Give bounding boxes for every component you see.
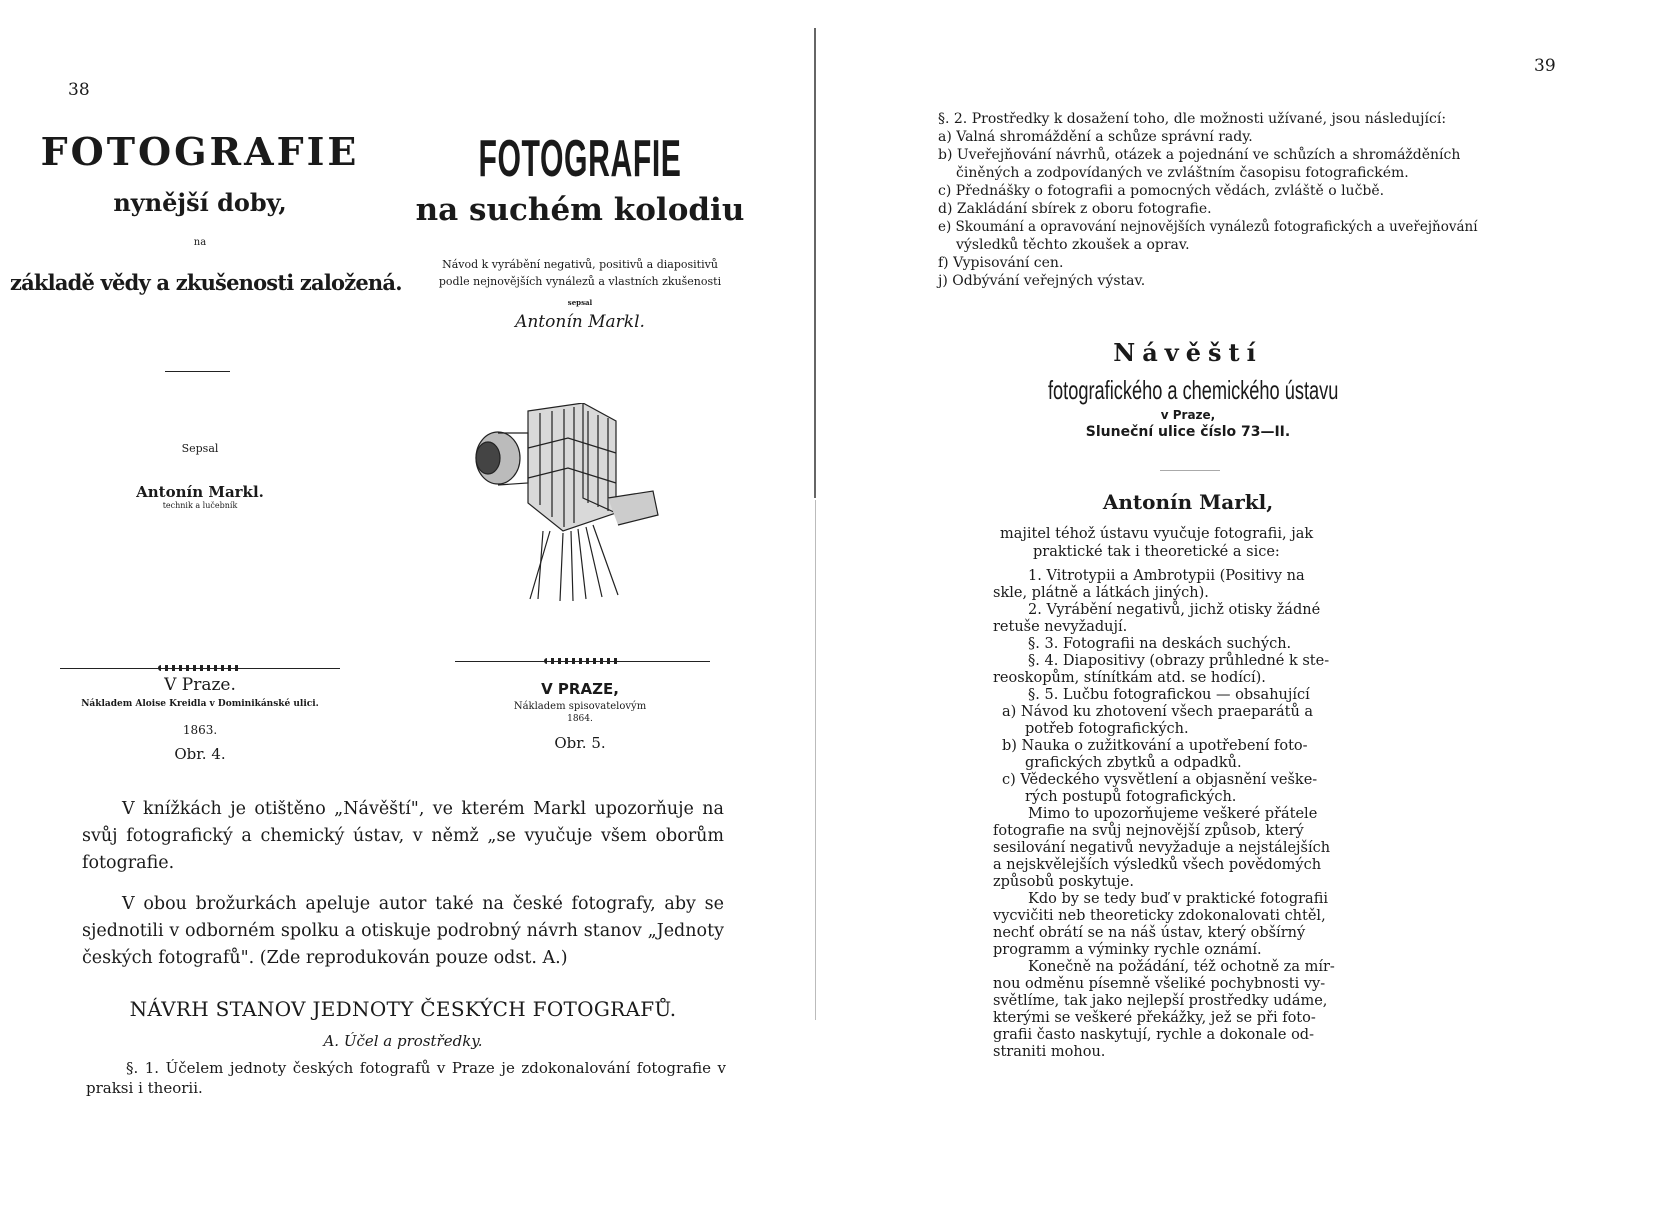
statute-item-b-cont: činěných a zodpovídaných ve zvláštním časopisu fotografickém. [956, 165, 1409, 181]
left-body [82, 796, 724, 972]
statute-subheading: A. Účel a prostředky. [323, 1032, 483, 1050]
notice-line: a) Návod ku zhotovení všech praeparátů a [1002, 704, 1314, 720]
notice-line: §. 5. Lučbu fotografickou — obsahující [1028, 687, 1310, 703]
cover-b-sepsal: sepsal [567, 298, 593, 307]
notice-line: 2. Vyrábění negativů, jichž otisky žádné [1028, 602, 1321, 618]
cover-a-title: FOTOGRAFIE [40, 129, 360, 174]
notice-line: potřeb fotografických. [1025, 721, 1189, 737]
notice-line2: v Praze, [1160, 408, 1216, 422]
notice-line: Kdo by se tedy buď v praktické fotografii [1028, 891, 1328, 907]
camera-illustration [468, 403, 668, 603]
cover-b-desc1: Návod k vyrábění negativů, positivů a diapositivů [442, 258, 718, 271]
notice-author: Antonín Markl, [1102, 490, 1274, 514]
cover-b-author: Antonín Markl. [515, 312, 645, 332]
statute-item-e-cont: výsledků těchto zkoušek a oprav. [956, 237, 1190, 253]
notice-line: c) Vědeckého vysvětlení a objasnění veške- [1002, 772, 1318, 788]
notice-line: Konečně na požádání, též ochotně za mír- [1028, 959, 1335, 975]
book-spine-lower [815, 500, 816, 1020]
statute-item-a: a) Valná shromáždění a schůze správní rady. [938, 129, 1253, 145]
statute-item-e: e) Skoumání a opravování nejnovějších vynálezů fotografických a uveřejňování [938, 219, 1478, 235]
cover-a-ornament [60, 668, 340, 675]
notice-line: světlíme, tak jako nejlepší prostředky udáme, [993, 993, 1328, 1009]
cover-a-sepsal: Sepsal [181, 442, 219, 455]
statute-intro: §. 2. Prostředky k dosažení toho, dle možnosti užívané, jsou následující: [938, 111, 1447, 127]
notice-line: majitel téhož ústavu vyučuje fotografii, jak [1000, 526, 1314, 542]
cover-a [10, 129, 402, 295]
cover-a-subtitle: nynější doby, [113, 188, 287, 217]
notice-line: 1. Vitrotypii a Ambrotypii (Positivy na [1028, 568, 1305, 584]
book-spine [814, 28, 816, 498]
cover-a-rule [165, 371, 230, 372]
cover-a-credits [10, 442, 390, 510]
notice-title: Návěští [1113, 338, 1263, 367]
notice-line: straniti mohou. [993, 1044, 1106, 1060]
body-paragraph-1: V knížkách je otištěno „Návěští", ve kterém Markl upozorňuje na svůj fotografický a chemický ústav, v němž „se vyučuje všem oborům fotografie. [82, 799, 724, 873]
cover-b-publisher: Nákladem spisovatelovým [513, 701, 647, 712]
notice-line: grafických zbytků a odpadků. [1025, 755, 1242, 771]
notice-line: rých postupů fotografických. [1025, 789, 1237, 805]
statute-heading: NÁVRH STANOV JEDNOTY ČESKÝCH FOTOGRAFŮ. [129, 997, 677, 1021]
statute-item-b: b) Uveřejňování návrhů, otázek a pojednání ve schůzích a shromážděních [938, 147, 1461, 163]
cover-b-desc2: podle nejnovějších vynálezů a vlastních zkušenosti [438, 275, 722, 288]
page-number-left: 38 [68, 80, 90, 100]
cover-a-subtitle2: základě vědy a zkušenosti založená. [10, 270, 402, 295]
cover-a-na: na [193, 237, 207, 248]
notice-line: Mimo to upozorňujeme veškeré přátele [1028, 806, 1318, 822]
cover-b-title: FOTOGRAFIE [478, 130, 682, 188]
page-number-right: 39 [1534, 56, 1556, 76]
notice-header [988, 338, 1388, 440]
cover-a-imprint [10, 675, 390, 763]
notice-line: programm a výminky rychle oznámí. [993, 942, 1262, 958]
cover-a-city: V Praze. [164, 675, 236, 695]
notice-line: fotografie na svůj nejnovější způsob, který [993, 823, 1304, 839]
statute-item-c: c) Přednášky o fotografii a pomocných vědách, zvláště o lučbě. [938, 183, 1385, 199]
cover-a-publisher: Nákladem Aloise Kreidla v Dominikánské ulici. [81, 699, 319, 709]
notice-line: způsobů poskytuje. [993, 874, 1134, 890]
notice-line: nou odměnu písemně všeliké pochybnosti vy- [993, 976, 1326, 992]
cover-b-city: V PRAZE, [541, 680, 619, 698]
notice-line: a nejskvělejších výsledků všech povědomých [993, 857, 1322, 873]
cover-b-ornament [455, 661, 710, 668]
notice-line: vycvičiti neb theoreticky zdokonalovati chtěl, [993, 908, 1326, 924]
notice-rule [1160, 470, 1220, 471]
left-page [0, 0, 815, 1211]
notice-line: sesilování negativů nevyžaduje a nejstálejších [993, 840, 1331, 856]
statute-paragraph-1: §. 1. Účelem jednoty českých fotografů v Praze je zdokonalování fotografie v praksi i theorii. [86, 1059, 726, 1097]
cover-b [395, 128, 765, 332]
statute-item-d: d) Zakládání sbírek z oboru fotografie. [938, 201, 1212, 217]
right-page [818, 0, 1665, 1211]
notice-line: b) Nauka o zužitkování a upotřebení foto- [1002, 738, 1308, 754]
cover-b-caption: Obr. 5. [554, 734, 606, 752]
notice-line: skle, plátně a látkách jiných). [993, 585, 1209, 601]
statute-item-j: j) Odbývání veřejných výstav. [938, 273, 1146, 289]
notice-line1: fotografického a chemického ústavu [1048, 375, 1339, 405]
body-paragraph-2: V obou brožurkách apeluje autor také na české fotografy, aby se sjednotili v odborném spolku a otiskuje podrobný návrh stanov „Jednoty českých fotografů". (Zde reprodukován pouze odst. A.) [82, 894, 724, 968]
cover-b-subtitle: na suchém kolodiu [415, 192, 745, 228]
notice-line: grafii často naskytují, rychle a dokonale od- [993, 1027, 1314, 1043]
cover-a-year: 1863. [182, 723, 218, 737]
cover-a-author-role: technik a lučebník [162, 501, 238, 510]
notice-line3: Sluneční ulice číslo 73—II. [1085, 424, 1291, 440]
notice-line: §. 3. Fotografii na deskách suchých. [1028, 636, 1292, 652]
notice-line: retuše nevyžadují. [993, 619, 1128, 635]
cover-a-author: Antonín Markl. [136, 483, 264, 501]
notice-line: nechť obrátí se na náš ústav, který obšírný [993, 925, 1306, 941]
notice-line: kterými se veškeré překážky, jež se při foto- [993, 1010, 1316, 1026]
notice-line: §. 4. Diapositivy (obrazy průhledné k ste- [1028, 653, 1330, 669]
notice-line: praktické tak i theoretické a sice: [1033, 544, 1280, 560]
cover-b-year: 1864. [567, 714, 593, 724]
cover-b-imprint [410, 680, 750, 752]
statute-item-f: f) Vypisování cen. [938, 255, 1064, 271]
cover-a-caption: Obr. 4. [174, 745, 226, 763]
notice-line: reoskopům, stínítkám atd. se hodící). [993, 670, 1266, 686]
